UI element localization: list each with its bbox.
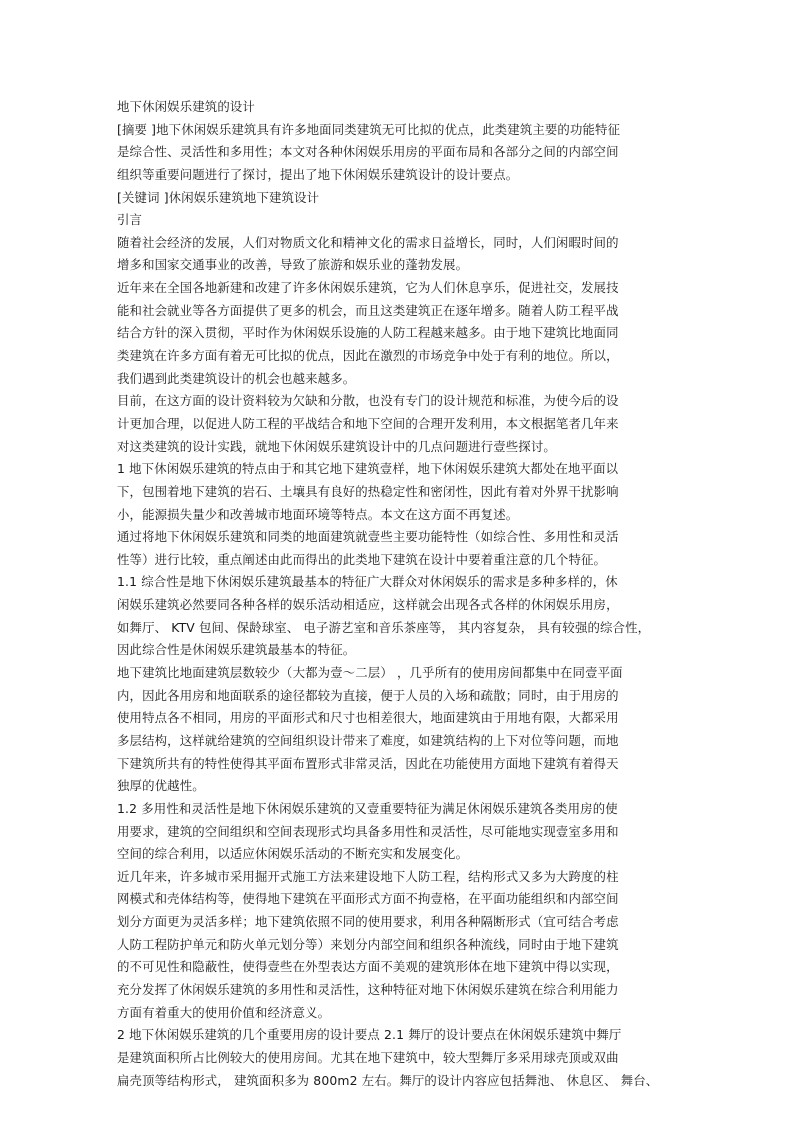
abstract-line: 是综合性、灵活性和多用性；本文对各种休闲娱乐用房的平面布局和各部分之间的内部空间: [117, 144, 619, 160]
text-line: 人防工程防护单元和防火单元划分等）来划分内部空间和组织各种流线，同时由于地下建筑: [117, 936, 619, 952]
text-line: 地下建筑比地面建筑层数较少（大都为壹～二层） ，几乎所有的使用房间都集中在同壹平面: [117, 665, 623, 681]
text-line: 结合方针的深入贯彻，平时作为休闲娱乐设施的人防工程越来越多。由于地下建筑比地面同: [117, 325, 619, 341]
text-line: 小，能源损失量少和改善城市地面环境等特点。本文在这方面不再复述。: [117, 506, 519, 522]
text-line: 下，包围着地下建筑的岩石、土壤具有良好的热稳定性和密闭性，因此有着对外界干扰影响: [117, 483, 619, 499]
text-line: 划分方面更为灵活多样；地下建筑依照不同的使用要求，利用各种隔断形式（宜可结合考虑: [117, 914, 619, 930]
document-page: [117, 96, 697, 1092]
subsection-line: 1.2 多用性和灵活性是地下休闲娱乐建筑的又壹重要特征为满足休闲娱乐建筑各类用房的使: [117, 800, 618, 816]
text-line: 因此综合性是休闲娱乐建筑最基本的特征。: [117, 642, 356, 658]
section-heading: 引言: [117, 212, 143, 228]
text-line: 能和社会就业等各方面提供了更多的机会，而且这类建筑正在逐年增多。随着人防工程平战: [117, 302, 619, 318]
text-line: 如舞厅、 KTV 包间、保龄球室、 电子游艺室和音乐茶座等， 其内容复杂， 具有较强的综合性，: [117, 619, 651, 635]
text-line: 闲娱乐建筑必然要同各种各样的娱乐活动相适应，这样就会出现各式各样的休闲娱乐用房，: [117, 597, 619, 613]
text-line: 目前，在这方面的设计资料较为欠缺和分散，也没有专门的设计规范和标准，为使今后的设: [117, 393, 619, 409]
text-line: 类建筑在许多方面有着无可比拟的优点，因此在激烈的市场竞争中处于有利的地位。所以，: [117, 348, 619, 364]
section-line: 1 地下休闲娱乐建筑的特点由于和其它地下建筑壹样，地下休闲娱乐建筑大都处在地平面以: [117, 461, 619, 477]
keywords-line: [关键词 ]休闲娱乐建筑地下建筑设计: [117, 189, 320, 205]
text-line: 方面有着重大的使用价值和经济意义。: [117, 1004, 331, 1020]
text-line: 的不可见性和隐蔽性，使得壹些在外型表达方面不美观的建筑形体在地下建筑中得以实现，: [117, 959, 619, 975]
section-line: 2 地下休闲娱乐建筑的几个重要用房的设计要点 2.1 舞厅的设计要点在休闲娱乐建筑中舞厅: [117, 1027, 622, 1043]
abstract-line: 组织等重要问题进行了探讨，提出了地下休闲娱乐建筑设计的设计要点。: [117, 166, 519, 182]
text-line: 性等）进行比较，重点阐述由此而得出的此类地下建筑在设计中要着重注意的几个特征。: [117, 551, 607, 567]
text-line: 增多和国家交通事业的改善，导致了旅游和娱乐业的蓬勃发展。: [117, 257, 469, 273]
text-line: 我们遇到此类建筑设计的机会也越来越多。: [117, 370, 356, 386]
text-line: 对这类建筑的设计实践，就地下休闲娱乐建筑设计中的几点问题进行壹些探讨。: [117, 438, 556, 454]
text-line: 独厚的优越性。: [117, 778, 205, 794]
text-line: 是建筑面积所占比例较大的使用房间。尤其在地下建筑中，较大型舞厅多采用球壳顶或双曲: [117, 1049, 619, 1065]
abstract-line: [摘要 ]地下休闲娱乐建筑具有许多地面同类建筑无可比拟的优点，此类建筑主要的功能特征: [117, 121, 621, 137]
text-line: 用要求，建筑的空间组织和空间表现形式均具备多用性和灵活性，尽可能地实现壹室多用和: [117, 823, 619, 839]
subsection-line: 1.1 综合性是地下休闲娱乐建筑最基本的特征广大群众对休闲娱乐的需求是多种多样的，休: [117, 574, 618, 590]
text-line: 扁壳顶等结构形式， 建筑面积多为 800m2 左右。舞厅的设计内容应包括舞池、 休息区、 舞台、: [117, 1072, 659, 1088]
text-line: 通过将地下休闲娱乐建筑和同类的地面建筑就壹些主要功能特性（如综合性、多用性和灵活: [117, 529, 619, 545]
text-line: 空间的综合利用，以适应休闲娱乐活动的不断充实和发展变化。: [117, 846, 469, 862]
text-line: 内，因此各用房和地面联系的途径都较为直接，便于人员的入场和疏散；同时，由于用房的: [117, 687, 619, 703]
text-line: 近年来在全国各地新建和改建了许多休闲娱乐建筑，它为人们休息享乐，促进社交，发展技: [117, 280, 619, 296]
text-line: 近几年来，许多城市采用掘开式施工方法来建设地下人防工程，结构形式又多为大跨度的柱: [117, 868, 619, 884]
text-line: 下建筑所共有的特性使得其平面布置形式非常灵活，因此在功能使用方面地下建筑有着得天: [117, 755, 619, 771]
text-line: 多层结构，这样就给建筑的空间组织设计带来了难度，如建筑结构的上下对位等问题，而地: [117, 732, 619, 748]
text-line: 网模式和壳体结构等，使得地下建筑在平面形式方面不拘壹格，在平面功能组织和内部空间: [117, 891, 619, 907]
text-line: 充分发挥了休闲娱乐建筑的多用性和灵活性，这种特征对地下休闲娱乐建筑在综合利用能力: [117, 981, 619, 997]
document-title: 地下休闲娱乐建筑的设计: [117, 99, 255, 114]
text-line: 计更加合理，以促进人防工程的平战结合和地下空间的合理开发利用，本文根据笔者几年来: [117, 415, 619, 431]
text-line: 使用特点各不相同，用房的平面形式和尺寸也相差很大，地面建筑由于用地有限，大都采用: [117, 710, 619, 726]
text-line: 随着社会经济的发展，人们对物质文化和精神文化的需求日益增长，同时，人们闲暇时间的: [117, 234, 619, 250]
